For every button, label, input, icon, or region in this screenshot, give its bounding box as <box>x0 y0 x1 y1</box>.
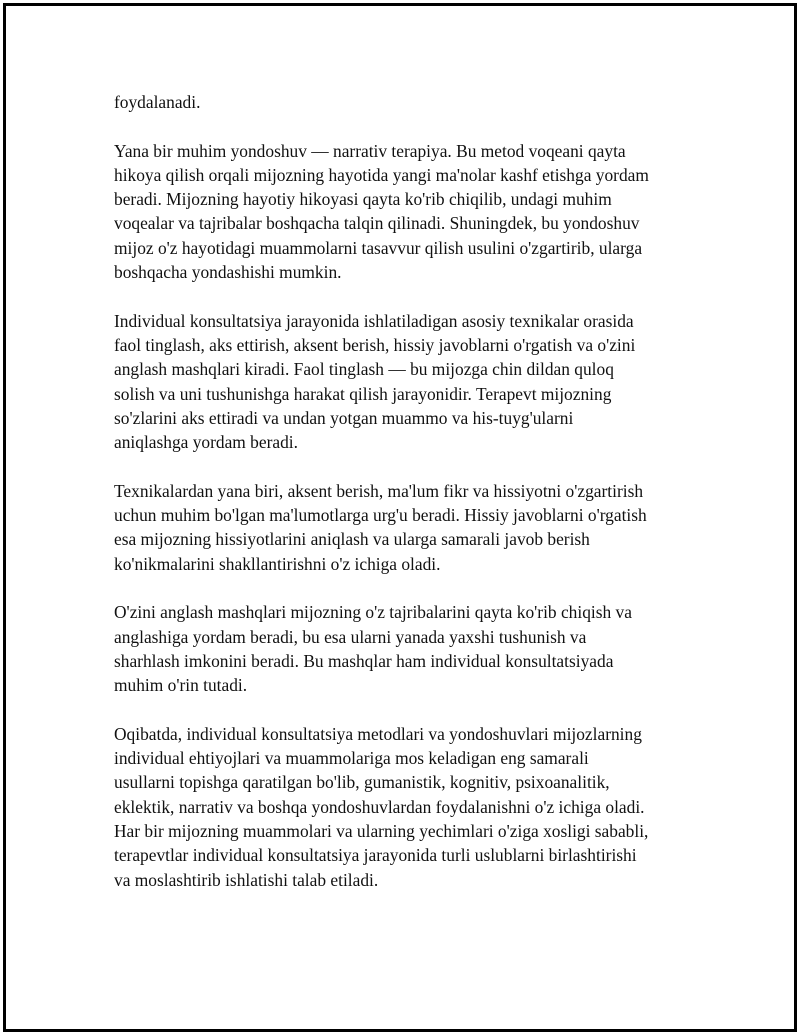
paragraph <box>114 722 704 892</box>
paragraph <box>114 90 704 114</box>
text-line: solish va uni tushunishga harakat qilish jarayonidir. Terapevt mijozning <box>114 383 612 404</box>
text-line: faol tinglash, aks ettirish, aksent berish, hissiy javoblarni o'rgatish va o'zini <box>114 334 636 355</box>
paragraph <box>114 479 704 576</box>
text-line: uchun muhim bo'lgan ma'lumotlarga urg'u beradi. Hissiy javoblarni o'rgatish <box>114 505 647 526</box>
text-line: Texnikalardan yana biri, aksent berish, ma'lum fikr va hissiyotni o'zgartirish <box>114 480 644 501</box>
text-line: Individual konsultatsiya jarayonida ishlatiladigan asosiy texnikalar orasida <box>114 310 634 331</box>
text-line: Har bir mijozning muammolari va ularning yechimlari o'ziga xosligi sababli, <box>114 820 649 841</box>
text-line: individual ehtiyojlari va muammolariga mos keladigan eng samarali <box>114 748 589 769</box>
text-line: va moslashtirib ishlatishi talab etiladi. <box>114 869 379 890</box>
text-line: anglashiga yordam beradi, bu esa ularni yanada yaxshi tushunish va <box>114 626 587 647</box>
text-line: anglash mashqlari kiradi. Faol tinglash — bu mijozga chin dildan quloq <box>114 359 614 380</box>
text-line: boshqacha yondashishi mumkin. <box>114 262 342 283</box>
paragraph <box>114 309 704 455</box>
paragraph <box>114 139 704 285</box>
text-line: Yana bir muhim yondoshuv — narrativ terapiya. Bu metod voqeani qayta <box>114 140 626 161</box>
text-line: Oqibatda, individual konsultatsiya metodlari va yondoshuvlari mijozlarning <box>114 723 642 744</box>
text-line: muhim o'rin tutadi. <box>114 675 248 696</box>
text-line: hikoya qilish orqali mijozning hayotida yangi ma'nolar kashf etishga yordam <box>114 164 649 185</box>
text-line: mijoz o'z hayotidagi muammolarni tasavvur qilish usulini o'zgartirib, ularga <box>114 237 643 258</box>
document-body <box>114 90 704 916</box>
text-line: ko'nikmalarini shakllantirishni o'z ichiga oladi. <box>114 553 441 574</box>
text-line: so'zlarini aks ettiradi va undan yotgan muammo va his-tuyg'ularni <box>114 407 574 428</box>
text-line: terapevtlar individual konsultatsiya jarayonida turli uslublarni birlashtirishi <box>114 845 637 866</box>
text-line: foydalanadi. <box>114 92 201 112</box>
text-line: beradi. Mijozning hayotiy hikoyasi qayta ko'rib chiqilib, undagi muhim <box>114 189 612 210</box>
text-line: eklektik, narrativ va boshqa yondoshuvlardan foydalanishni o'z ichiga oladi. <box>114 796 645 817</box>
text-line: sharhlash imkonini beradi. Bu mashqlar ham individual konsultatsiyada <box>114 650 614 671</box>
text-line: O'zini anglash mashqlari mijozning o'z tajribalarini qayta ko'rib chiqish va <box>114 602 632 623</box>
text-line: aniqlashga yordam beradi. <box>114 432 298 453</box>
text-line: esa mijozning hissiyotlarini aniqlash va ularga samarali javob berish <box>114 529 590 550</box>
paragraph <box>114 600 704 697</box>
text-line: usullarni topishga qaratilgan bo'lib, gumanistik, kognitiv, psixoanalitik, <box>114 772 610 793</box>
text-line: voqealar va tajribalar boshqacha talqin qilinadi. Shuningdek, bu yondoshuv <box>114 213 640 234</box>
